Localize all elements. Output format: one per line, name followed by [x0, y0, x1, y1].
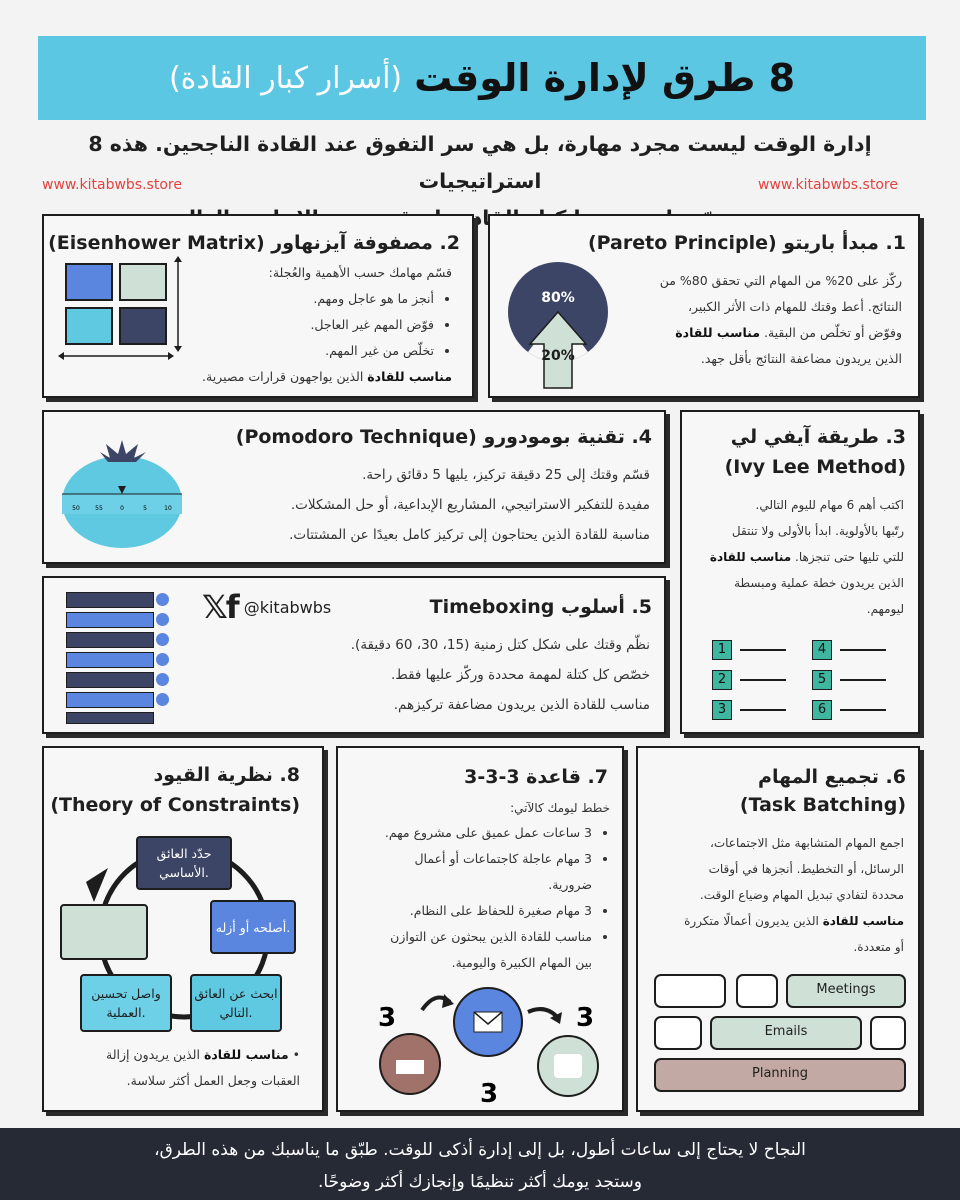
pareto-title: 1. مبدأ باريتو (Pareto Principle): [587, 232, 906, 254]
pareto-line: ركّز على 20% من المهام التي تحقق 80% من: [659, 273, 902, 288]
pareto-80-label: 80%: [541, 290, 575, 306]
x-icon[interactable]: 𝕏f: [202, 588, 238, 626]
ivy-line: [740, 649, 786, 651]
batching-line: مناسب للقادة الذين يديرون أعمالًا متكررة: [684, 914, 904, 928]
pareto-bold: مناسب للقادة: [675, 325, 760, 340]
tomato-timer-icon: [54, 428, 190, 554]
rule333-number: 3: [480, 1079, 499, 1108]
list-item: • مناسب للقادة الذين يبحثون عن التوازن بين المهام الكبيرة واليومية.: [350, 924, 592, 976]
time-block: [66, 632, 154, 648]
page-title: 8 طرق لإدارة الوقت: [414, 56, 796, 100]
footer: [0, 1128, 960, 1200]
constraints-line: • مناسب للقادة الذين يريدون إزالة: [106, 1047, 300, 1062]
ivylee-line: الذين يريدون خطة عملية ومبسطة: [734, 576, 904, 590]
eisenhower-list: [192, 286, 452, 364]
rule333-text: [350, 796, 610, 976]
pomodoro-line: مناسبة للقادة الذين يحتاجون إلى تركيز كامل بعيدًا عن المشتتات.: [289, 527, 650, 543]
time-block: [66, 672, 154, 688]
time-block: [66, 712, 154, 724]
page-subtitle: (أسرار كبار القادة): [168, 60, 403, 96]
eisenhower-text: [192, 260, 452, 390]
constraints-subtitle: (Theory of Constraints): [50, 794, 300, 816]
ivy-line: [740, 679, 786, 681]
batching-line: محددة لتفادي تبديل المهام وضياع الوقت.: [699, 888, 904, 902]
toc-node-blank: [60, 904, 148, 960]
time-dot: [156, 673, 169, 686]
ivy-line: [840, 679, 886, 681]
timeboxing-line: خصّص كل كتلة لمهمة محددة وركّز عليها فقط.: [390, 667, 650, 683]
batch-slot: [870, 1016, 906, 1050]
rule333-list: [350, 820, 610, 976]
ivylee-title: 3. طريقة آيفي لي: [730, 426, 906, 448]
toc-node-improve: واصل تحسين العملية.: [80, 974, 172, 1032]
toc-node-next: ابحث عن العائق التالي.: [190, 974, 282, 1032]
ivy-number: 4: [812, 640, 832, 660]
timeboxing-title: 5. أسلوب Timeboxing: [429, 596, 652, 618]
eisenhower-tail: مناسب للقادة الذين يواجهون قرارات مصيرية.: [202, 369, 452, 384]
time-dot: [156, 613, 169, 626]
batching-subtitle: (Task Batching): [739, 794, 906, 816]
url-left[interactable]: www.kitabwbs.store: [42, 177, 182, 193]
ivy-number: 1: [712, 640, 732, 660]
batching-line: الرسائل، أو التخطيط. أنجزها في أوقات: [708, 862, 904, 876]
footer-line: النجاح لا يحتاج إلى ساعات أطول، بل إلى إدارة أذكى للوقت. طبّق ما يناسبك من هذه الطرق،: [154, 1140, 806, 1160]
time-dot: [156, 633, 169, 646]
matrix-icon: [54, 256, 194, 366]
tick-label: 10: [164, 505, 172, 512]
ivylee-line: رتّبها بالأولوية. ابدأ بالأولى ولا تنتقل: [731, 524, 904, 538]
card-batching: [636, 746, 920, 1112]
pomodoro-line: مفيدة للتفكير الاستراتيجي، المشاريع الإبداعية، أو حل المشكلات.: [290, 497, 650, 513]
ivy-number: 3: [712, 700, 732, 720]
list-item: • 3 مهام عاجلة كاجتماعات أو أعمال ضرورية.: [350, 846, 592, 898]
tick-label: 0: [120, 505, 124, 512]
tick-label: 50: [72, 505, 80, 512]
rule333-title: 7. قاعدة 3-3-3: [464, 766, 608, 788]
constraints-line: العقبات وجعل العمل أكثر سلاسة.: [126, 1073, 300, 1088]
pareto-20-label: 20%: [541, 348, 575, 364]
ivy-line: [840, 709, 886, 711]
tag-meetings: Meetings: [786, 974, 906, 1008]
ivy-line: [840, 649, 886, 651]
tick-label: 55: [95, 505, 103, 512]
ivylee-subtitle: (Ivy Lee Method): [724, 456, 906, 478]
constraints-title: 8. نظرية القيود: [153, 764, 300, 786]
rule333-illustration: [346, 974, 616, 1108]
social-handle[interactable]: @kitabwbs: [243, 597, 332, 617]
card-timeboxing: [42, 576, 666, 734]
card-rule333: [336, 746, 624, 1112]
ivy-number: 2: [712, 670, 732, 690]
eisenhower-title: 2. مصفوفة آيزنهاور (Eisenhower Matrix): [48, 232, 460, 254]
rule333-number: 3: [576, 1003, 595, 1033]
list-item: • 3 مهام صغيرة للحفاظ على النظام.: [350, 898, 592, 924]
pomodoro-title: 4. تقنية بومودورو (Pomodoro Technique): [235, 426, 652, 448]
time-dot: [156, 593, 169, 606]
list-item: • فوّض المهم غير العاجل.: [192, 312, 434, 338]
tag-emails: Emails: [710, 1016, 862, 1050]
list-item: • تخلّص من غير المهم.: [192, 338, 434, 364]
timeboxing-text: [210, 630, 650, 720]
ivy-number: 5: [812, 670, 832, 690]
card-ivylee: [680, 410, 920, 734]
eisenhower-intro: قسّم مهامك حسب الأهمية والعُجلة:: [268, 265, 452, 280]
batching-title: 6. تجميع المهام: [758, 766, 906, 788]
pareto-line: الذين يريدون مضاعفة النتائج بأقل جهد.: [700, 351, 902, 366]
title-banner: [38, 36, 926, 120]
ivy-line: [740, 709, 786, 711]
rule333-number: 3: [378, 1003, 397, 1033]
card-pareto: [488, 214, 920, 398]
toc-node-identify: حدّد العائق الأساسي.: [136, 836, 232, 890]
batching-text: [652, 830, 904, 960]
tag-planning: Planning: [654, 1058, 906, 1092]
list-item: • أنجز ما هو عاجل ومهم.: [192, 286, 434, 312]
pomodoro-line: قسّم وقتك إلى 25 دقيقة تركيز، يليها 5 دقائق راحة.: [362, 467, 650, 483]
ivylee-line: للتي تليها حتى تنجزها. مناسب للقادة: [709, 550, 904, 564]
pareto-line: النتائج. أعط وقتك للمهام ذات الأثر الكبير،: [687, 299, 902, 314]
card-constraints: [42, 746, 324, 1112]
time-block: [66, 612, 154, 628]
time-dot: [156, 693, 169, 706]
pomodoro-text: [210, 460, 650, 550]
list-item: • 3 ساعات عمل عميق على مشروع مهم.: [350, 820, 592, 846]
url-right[interactable]: www.kitabwbs.store: [758, 177, 898, 193]
batching-line: اجمع المهام المتشابهة مثل الاجتماعات،: [709, 836, 904, 850]
footer-line: وستجد يومك أكثر تنظيمًا وإنجازك أكثر وضوحًا.: [317, 1172, 642, 1192]
timeboxing-line: مناسب للقادة الذين يريدون مضاعفة تركيزهم.: [393, 697, 650, 713]
time-block: [66, 692, 154, 708]
batch-slot: [654, 1016, 702, 1050]
batch-slot: [654, 974, 726, 1008]
time-dot: [156, 653, 169, 666]
batching-line: أو متعددة.: [853, 940, 904, 954]
social-block: [202, 588, 331, 626]
tick-label: 5: [143, 505, 147, 512]
rule333-intro: خطط ليومك كالآتي:: [510, 801, 610, 815]
time-block: [66, 592, 154, 608]
toc-node-fix: أصلحه أو أزله.: [210, 900, 296, 954]
pareto-text: [602, 268, 902, 372]
ivylee-line: ليومهم.: [866, 602, 904, 616]
time-block: [66, 652, 154, 668]
card-eisenhower: [42, 214, 474, 398]
ivy-number: 6: [812, 700, 832, 720]
ivylee-text: [690, 492, 904, 622]
pareto-line: وفوّض أو تخلّص من البقية. مناسب للقادة: [675, 325, 902, 340]
card-pomodoro: [42, 410, 666, 564]
pareto-pie-icon: [506, 256, 610, 392]
intro-line-1: إدارة الوقت ليست مجرد مهارة، بل هي سر التفوق عند القادة الناجحين. هذه 8 استراتيجيات: [88, 132, 872, 193]
constraints-text: [50, 1042, 300, 1094]
timeboxing-line: نظّم وقتك على شكل كتل زمنية (15، 30، 60 دقيقة).: [350, 637, 650, 653]
batch-slot: [736, 974, 778, 1008]
ivylee-line: اكتب أهم 6 مهام لليوم التالي.: [755, 498, 904, 512]
